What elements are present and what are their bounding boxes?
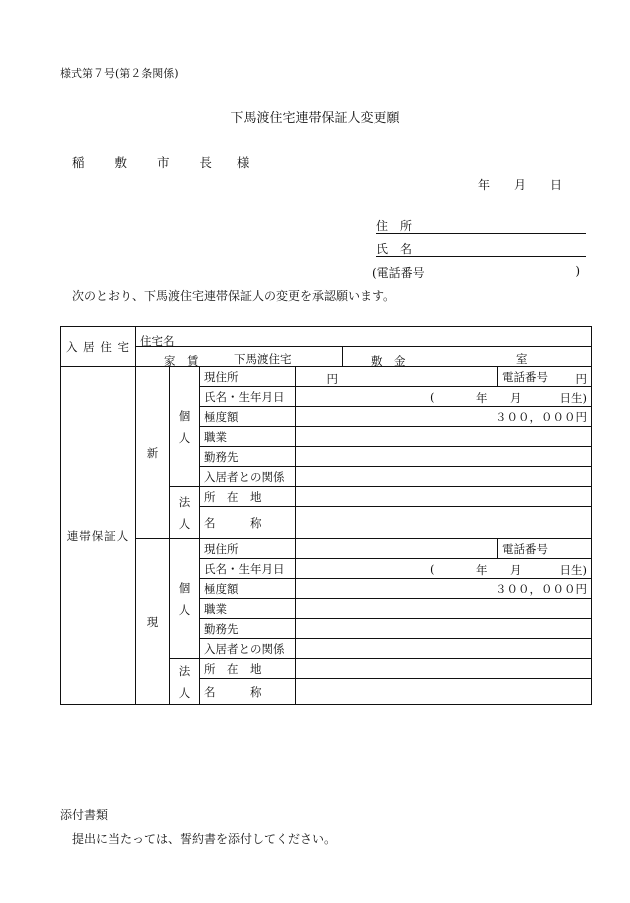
new-workplace-input[interactable] — [296, 447, 592, 467]
new-individual-label: 個 人 — [170, 367, 200, 487]
current-corp-name-input[interactable] — [296, 679, 592, 705]
attachments-heading: 添付書類 — [60, 808, 109, 822]
current-individual-label: 個 人 — [170, 539, 200, 659]
new-address-label: 現住所 — [200, 367, 296, 387]
current-location-label: 所 在 地 — [200, 659, 296, 679]
current-corp-name-label: 名 称 — [200, 679, 296, 705]
current-phone-label: 電話番号 — [498, 539, 592, 559]
new-relation-input[interactable] — [296, 467, 592, 487]
addressee — [72, 153, 262, 171]
form-number: 様式第７号(第２条関係) — [60, 67, 179, 80]
new-limit-value: ３００，０００円 — [296, 407, 592, 427]
applicant-phone-label: (電話番号 — [372, 266, 425, 280]
new-corp-name-input[interactable] — [296, 507, 592, 539]
new-corporation-label: 法 人 — [170, 487, 200, 539]
new-relation-label: 入居者との関係 — [200, 467, 296, 487]
new-workplace-label: 勤務先 — [200, 447, 296, 467]
date-line — [478, 176, 562, 193]
current-corporation-label: 法 人 — [170, 659, 200, 705]
deposit-unit: 円 — [575, 372, 587, 386]
current-address-label: 現住所 — [200, 539, 296, 559]
attachments-text: 提出に当たっては、誓約書を添付してください。 — [72, 832, 337, 846]
rent-label: 家 賃 — [164, 354, 199, 368]
intro-text: 次のとおり、下馬渡住宅連帯保証人の変更を承認願います。 — [72, 289, 396, 303]
current-name-label: 氏名・生年月日 — [200, 559, 296, 579]
current-name-input[interactable]: ( 年 月 日生) — [296, 559, 592, 579]
current-occupation-input[interactable] — [296, 599, 592, 619]
housing-name-label: 住宅名 — [140, 334, 175, 348]
applicant-name-label: 氏 名 — [376, 242, 413, 256]
current-address-input[interactable] — [296, 539, 498, 559]
application-table — [60, 326, 592, 705]
current-limit-label: 極度額 — [200, 579, 296, 599]
new-label: 新 — [136, 367, 170, 539]
page-title: 下馬渡住宅連帯保証人変更願 — [230, 111, 400, 126]
housing-name-value: 下馬渡住宅 — [234, 352, 292, 366]
current-relation-input[interactable] — [296, 639, 592, 659]
current-workplace-input[interactable] — [296, 619, 592, 639]
applicant-address-field[interactable] — [376, 217, 586, 234]
applicant-name-field[interactable] — [376, 240, 586, 257]
new-occupation-label: 職業 — [200, 427, 296, 447]
current-limit-value: ３００，０００円 — [296, 579, 592, 599]
new-location-input[interactable] — [296, 487, 592, 507]
new-corp-name-label: 名 称 — [200, 507, 296, 539]
current-workplace-label: 勤務先 — [200, 619, 296, 639]
room-suffix: 室 — [516, 352, 528, 366]
new-name-label: 氏名・生年月日 — [200, 387, 296, 407]
addressee-suffix: 様 — [236, 155, 263, 170]
new-name-input[interactable]: ( 年 月 日生) — [296, 387, 592, 407]
current-relation-label: 入居者との関係 — [200, 639, 296, 659]
addressee-name: 稲 敷 市 長 — [72, 155, 225, 170]
date-year: 年 — [478, 178, 491, 192]
new-occupation-input[interactable] — [296, 427, 592, 447]
current-occupation-label: 職業 — [200, 599, 296, 619]
date-day: 日 — [550, 178, 563, 192]
current-label: 現 — [136, 539, 170, 705]
deposit-label: 敷 金 — [371, 354, 406, 368]
current-location-input[interactable] — [296, 659, 592, 679]
new-limit-label: 極度額 — [200, 407, 296, 427]
date-month: 月 — [514, 178, 527, 192]
residence-header: 入 居 住 宅 — [61, 327, 136, 367]
rent-unit: 円 — [326, 372, 338, 386]
new-location-label: 所 在 地 — [200, 487, 296, 507]
applicant-phone-close: ) — [575, 264, 580, 278]
new-phone-label: 電話番号 — [498, 367, 592, 387]
applicant-phone-field[interactable] — [372, 264, 580, 281]
applicant-address-label: 住 所 — [376, 219, 413, 233]
guarantor-header: 連帯保証人 — [61, 367, 136, 705]
